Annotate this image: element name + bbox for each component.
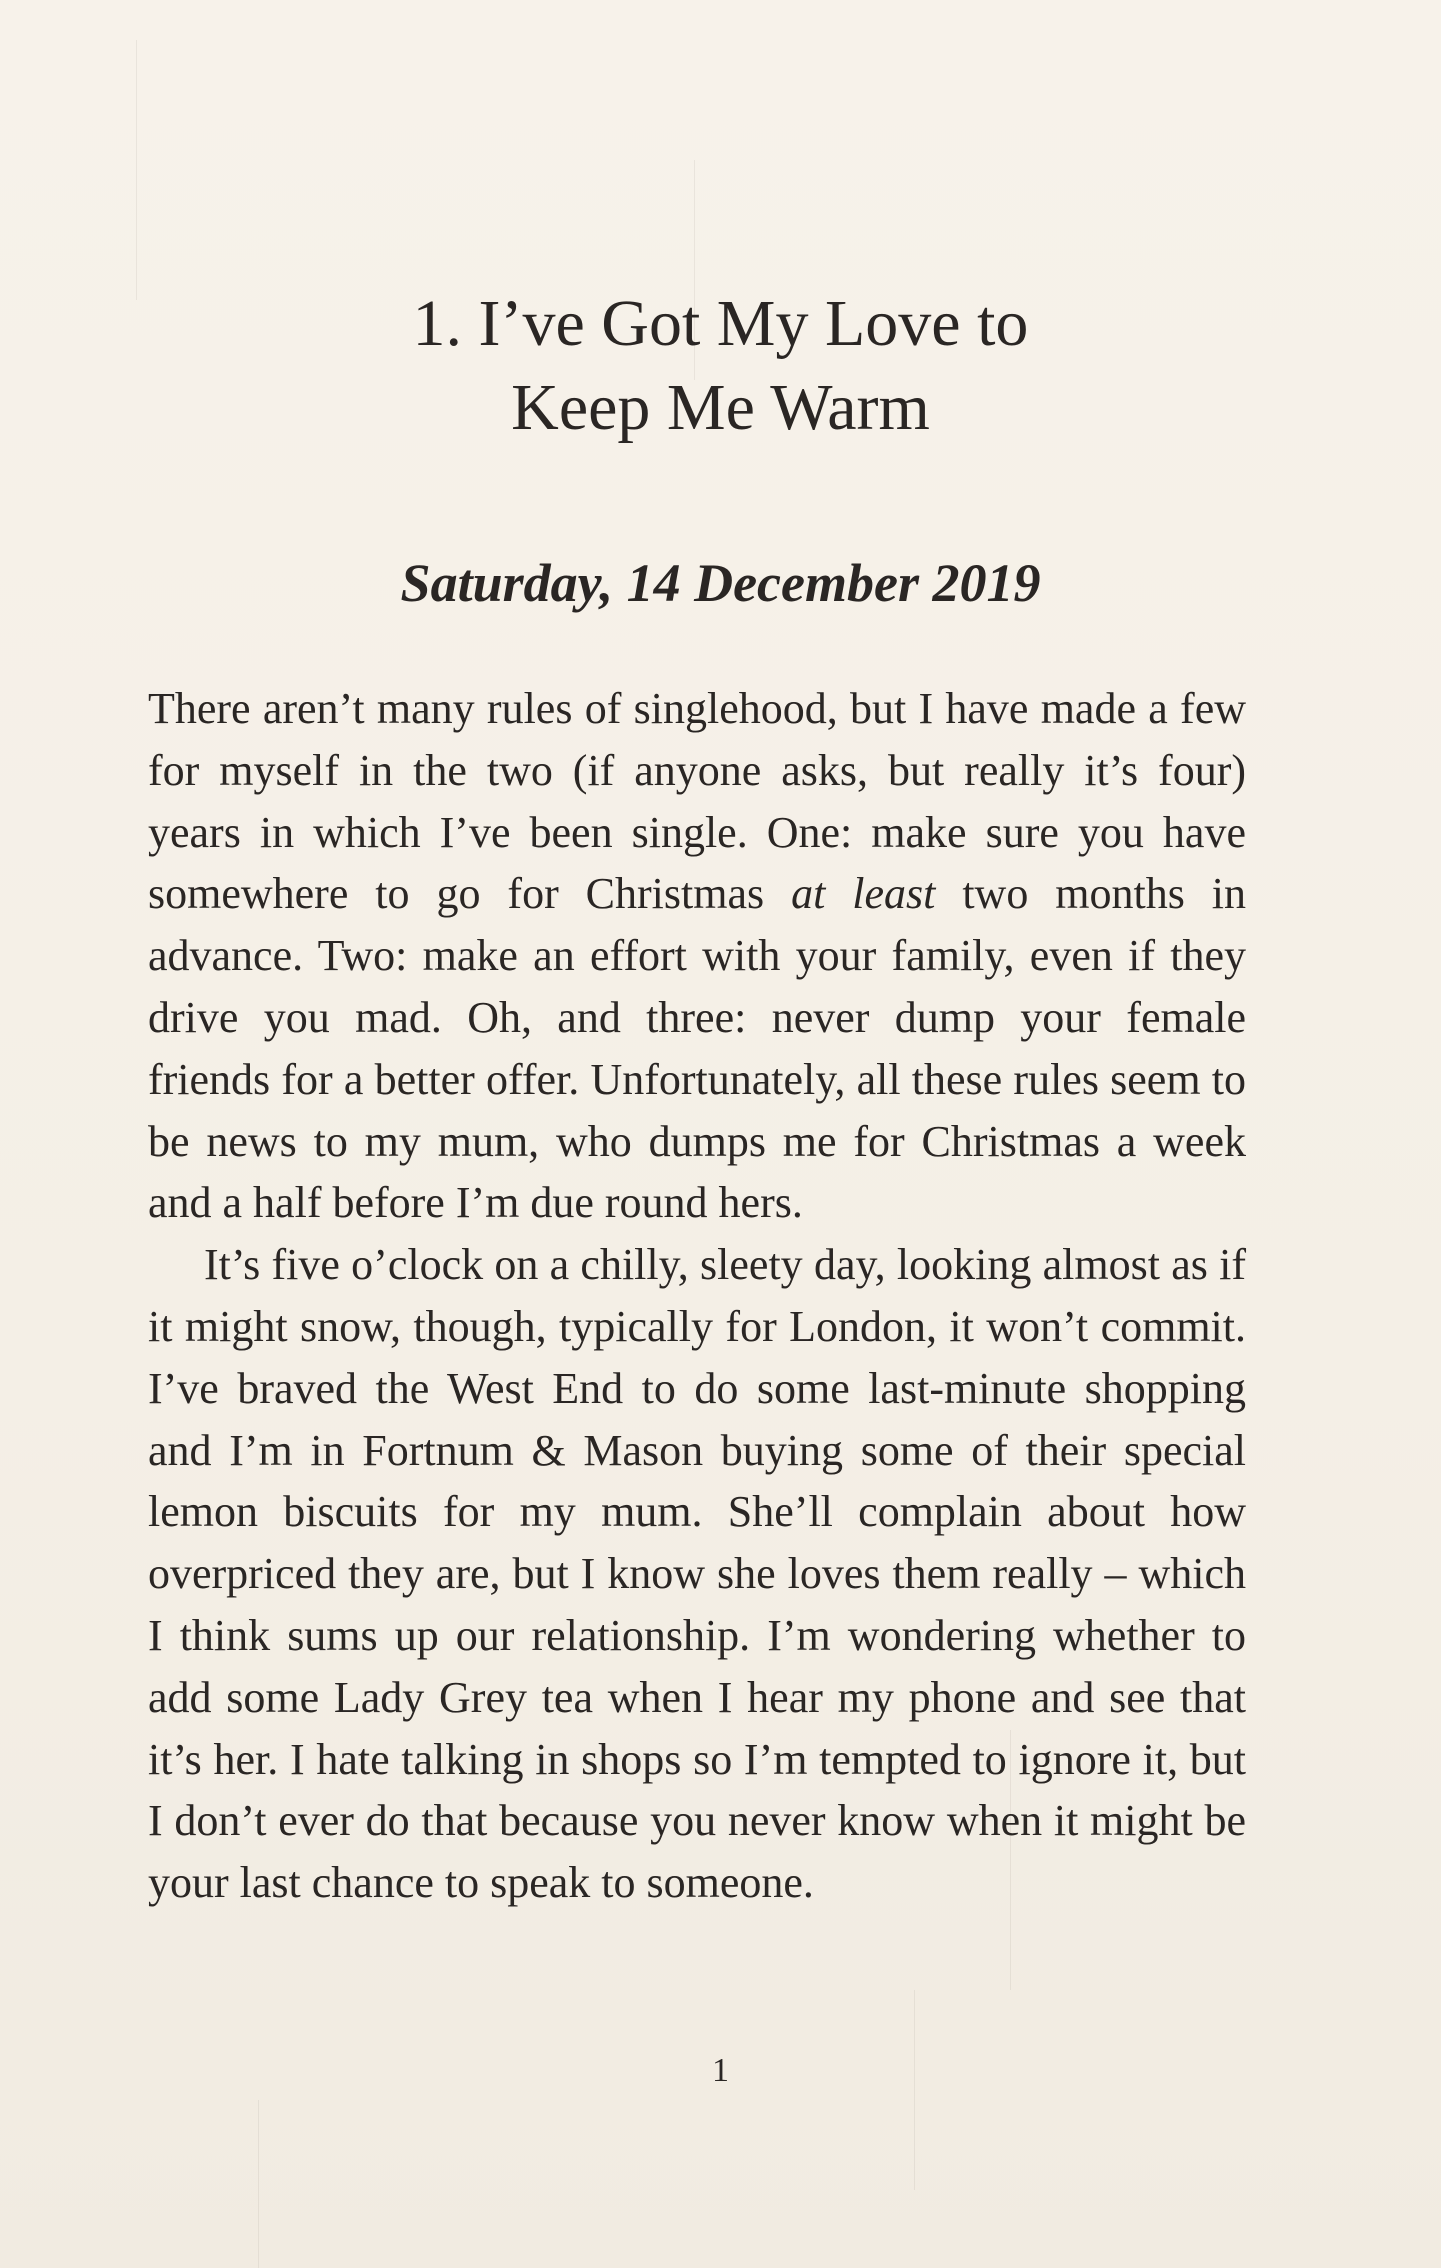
chapter-title-line-2: Keep Me Warm: [511, 371, 930, 444]
paragraph-1-text-before: There aren’t many rules of singlehood, but I have made a few for myself in the two (if anyone asks, but really it’s four) years in which I’ve been single. One: make sure you have somewhere to go for Christmas: [148, 684, 1246, 919]
page-number: 1: [712, 2052, 729, 2089]
chapter-title-line-1: 1. I’ve Got My Love to: [412, 287, 1029, 360]
scan-streak: [258, 2100, 259, 2268]
paragraph-1-emphasis: at least: [791, 869, 936, 919]
chapter-title: [0, 282, 1441, 450]
paragraph-1-text-after: two months in advance. Two: make an effort with your family, even if they drive you mad. Oh, and three: never dump your female friends for a better offer. Unfortunately, all these rules seem to be news to my mum, who dumps me for Christmas a week and a half before I’m due round hers.: [148, 869, 1247, 1228]
chapter-date: Saturday, 14 December 2019: [400, 553, 1041, 613]
paragraph-2: It’s five o’clock on a chilly, sleety day, looking almost as if it might snow, though, typically for London, it won’t commit. I’ve braved the West End to do some last-minute shopping and I’m in Fortnum & Mason buying some of their special lemon biscuits for my mum. She’ll complain about how overpriced they are, but I know she loves them really – which I think sums up our relationship. I’m wondering whether to add some Lady Grey tea when I hear my phone and see that it’s her. I hate talking in shops so I’m tempted to ignore it, but I don’t ever do that because you never know when it might be your last chance to speak to someone.: [148, 1240, 1246, 1908]
scan-streak: [136, 40, 137, 300]
chapter-body: [148, 678, 1246, 1914]
scan-streak: [914, 1990, 915, 2190]
paragraph-1: [148, 678, 1246, 1234]
